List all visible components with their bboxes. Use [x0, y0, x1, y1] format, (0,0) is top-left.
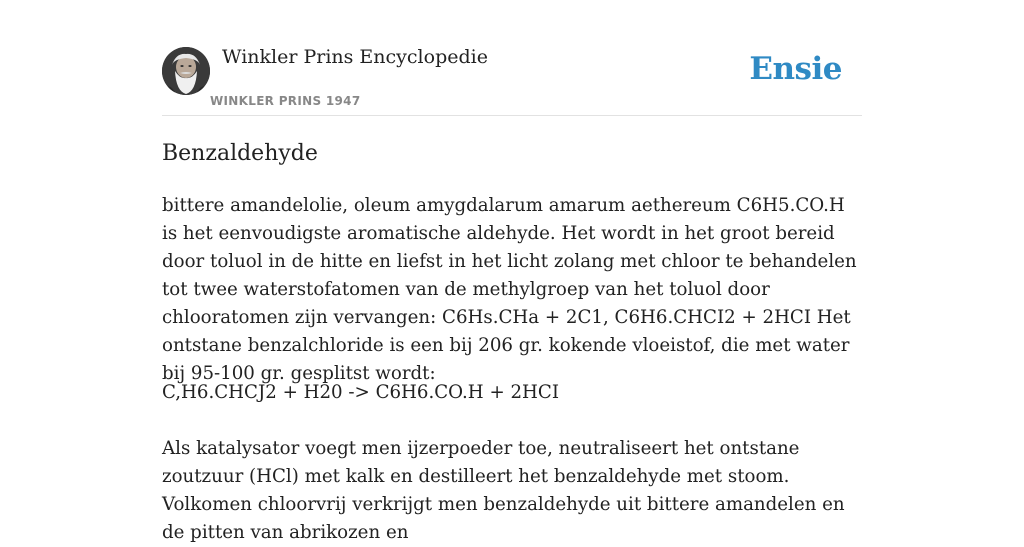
brand-logo[interactable]: Ensie: [749, 51, 842, 87]
article-title: Benzaldehyde: [162, 141, 318, 166]
site-header: [162, 0, 862, 116]
article-paragraph-3: Als katalysator voegt men ijzerpoeder toe, neutraliseert het ontstane zoutzuur (HCl) met kalk en destilleert het benzaldehyde met stoom. Volkomen chloorvrij verkrijgt men benzaldehyde uit bittere amandelen en de pitten van abrikozen en: [162, 438, 845, 543]
article-paragraph-1: bittere amandelolie, oleum amygdalarum amarum aethereum C6H5.CO.H is het eenvoudigste aromatische aldehyde. Het wordt in het groot bereid door toluol in de hitte en liefst in het licht zolang met chloor te behandelen tot twee waterstofatomen van de methylgroep van het toluol door chlooratomen zijn vervangen: C6Hs.CHa + 2C1, C6H6.CHCI2 + 2HCI Het ontstane benzalchloride is een bij 206 gr. kokende vloeistof, die met water bij 95-100 gr. gesplitst wordt:: [162, 195, 857, 384]
source-label: WINKLER PRINS 1947: [210, 94, 361, 108]
article-formula: C,H6.CHCJ2 + H20 -> C6H6.CO.H + 2HCI: [162, 382, 560, 403]
site-title-link[interactable]: Winkler Prins Encyclopedie: [222, 46, 488, 68]
bearded-man-portrait-icon: [162, 47, 210, 95]
page-container: [162, 0, 862, 543]
author-avatar[interactable]: [162, 47, 210, 95]
